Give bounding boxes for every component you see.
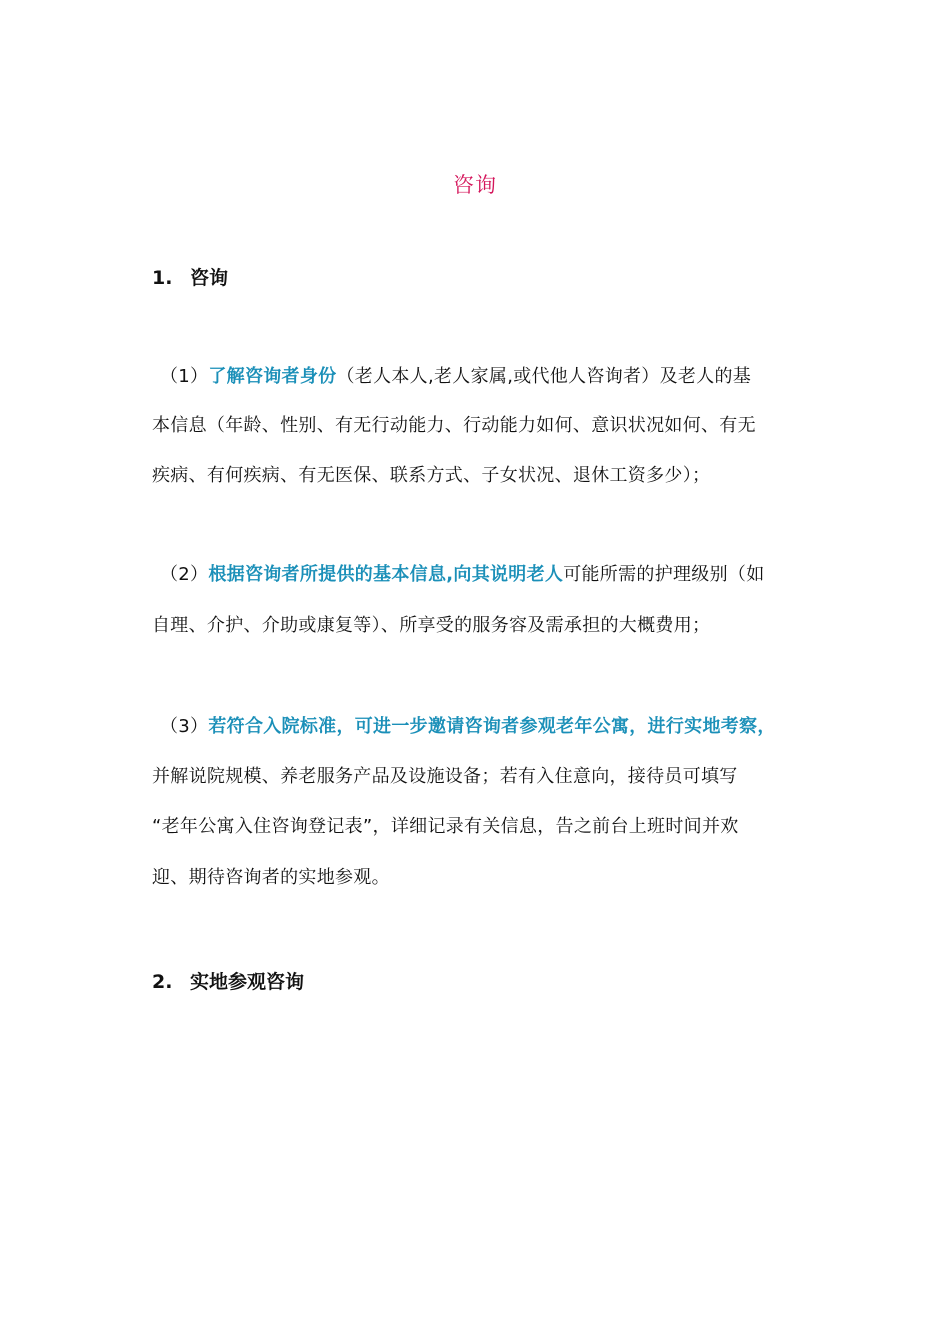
section-2-number: 2.	[152, 971, 173, 993]
paragraph-1-line-3: 疾病、有何疾病、有无医保、联系方式、子女状况、退休工资多少）；	[152, 465, 711, 486]
paragraph-1-line-1-rest: （老人本人,老人家属,或代他人咨询者）及老人的基	[336, 366, 752, 387]
paragraph-2-line-2: 自理、介护、介助或康复等）、所享受的服务容及需承担的大概费用；	[152, 615, 711, 636]
paragraph-1-line-1	[160, 363, 751, 391]
paragraph-1-prefix: （1）	[160, 366, 209, 387]
section-2-title: 实地参观咨询	[190, 971, 305, 993]
paragraph-3-line-1	[160, 713, 776, 741]
section-1-heading	[152, 264, 228, 292]
section-1-number: 1.	[152, 267, 173, 289]
section-1-title: 咨询	[190, 267, 229, 289]
paragraph-3-highlight: 若符合入院标准，可进一步邀请咨询者参观老年公寓，进行实地考察，	[208, 716, 776, 737]
paragraph-1-highlight: 了解咨询者身份	[208, 366, 337, 387]
paragraph-2-highlight: 根据咨询者所提供的基本信息,向其说明老人	[208, 564, 564, 585]
section-2-heading	[152, 968, 304, 996]
paragraph-1-line-2: 本信息（年龄、性别、有无行动能力、行动能力如何、意识状况如何、有无	[152, 415, 756, 436]
paragraph-3-line-4: 迎、期待咨询者的实地参观。	[152, 867, 390, 888]
paragraph-3-line-2: 并解说院规模、养老服务产品及设施设备；若有入住意向，接待员可填写	[152, 766, 738, 787]
paragraph-2-line-1	[160, 561, 765, 589]
paragraph-2-line-1-rest: 可能所需的护理级别（如	[563, 564, 765, 585]
paragraph-2-prefix: （2）	[160, 564, 209, 585]
paragraph-3-line-3: “老年公寓入住咨询登记表”，详细记录有关信息，告之前台上班时间并欢	[152, 816, 739, 837]
paragraph-3-prefix: （3）	[160, 716, 209, 737]
page-title: 咨询	[453, 173, 497, 197]
